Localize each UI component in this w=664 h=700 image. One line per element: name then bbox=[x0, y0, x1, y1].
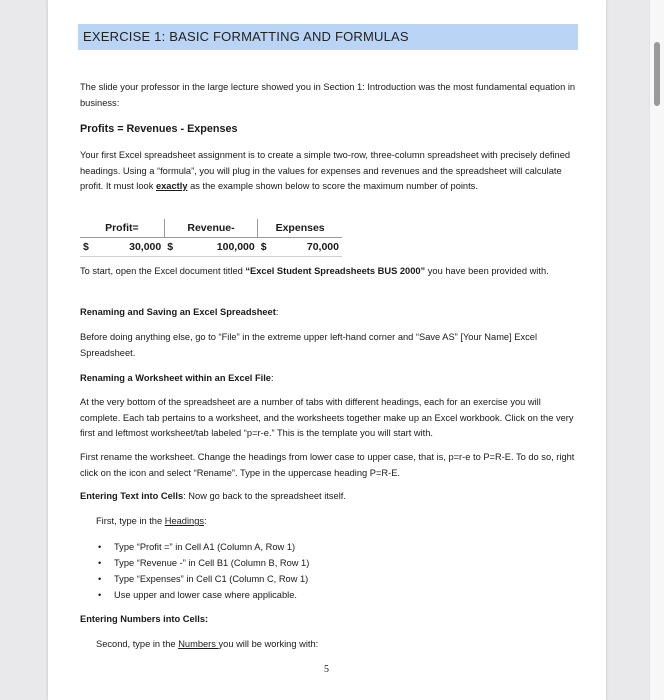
open-doc-text: To start, open the Excel document titled bbox=[80, 266, 246, 276]
first-text: First, type in the bbox=[96, 516, 165, 526]
rename-instructions-paragraph: First rename the worksheet. Change the headings from lower case to upper case, that is, p=r-e to P=R-E. To do so, right click on the icon and select “Rename”. Type in the uppercase heading P=R-E. bbox=[80, 452, 575, 478]
list-item: • Type “Revenue -” in Cell B1 (Column B, Row 1) bbox=[94, 555, 309, 571]
example-table bbox=[80, 219, 342, 257]
page-number: 5 bbox=[324, 664, 329, 675]
entering-text-heading bbox=[80, 489, 578, 505]
colon: : bbox=[275, 307, 279, 317]
intro-paragraph: The slide your professor in the large lecture showed you in Section 1: Introduction was the most fundamental equation in business: bbox=[80, 82, 576, 108]
first-headings-line bbox=[96, 514, 576, 530]
open-document-paragraph bbox=[80, 264, 578, 280]
currency-expenses: $ bbox=[258, 238, 282, 257]
renaming-saving-paragraph: Before doing anything else, go to “File” in the extreme upper left-hand corner and “Save AS” [Your Name] Excel Spreadsheet. bbox=[80, 332, 538, 358]
colon: : bbox=[270, 373, 274, 383]
header-expenses: Expenses bbox=[258, 219, 342, 238]
assignment-text-end: as the example shown below to score the maximum number of points. bbox=[187, 181, 478, 191]
value-revenue: 100,000 bbox=[188, 238, 257, 257]
numbers-link: Numbers bbox=[178, 639, 219, 649]
vertical-scrollbar[interactable] bbox=[649, 0, 664, 700]
first-colon: : bbox=[204, 516, 207, 526]
assignment-text: Your first Excel spreadsheet assignment is to create a simple two-row, three-column spreadsheet with precisely defined headings. Using a “formula”, you will plug in the values for expenses and revenues and the spreadsheet will calculate profit. It must look bbox=[80, 150, 571, 191]
renaming-worksheet-title: Renaming a Worksheet within an Excel File bbox=[80, 373, 271, 383]
headings-link: Headings bbox=[164, 516, 205, 526]
entering-numbers-heading: Entering Numbers into Cells: bbox=[80, 614, 209, 624]
headings-bullet-list bbox=[94, 539, 309, 603]
second-text-end: you will be working with: bbox=[218, 639, 319, 649]
currency-profit: $ bbox=[80, 238, 104, 257]
list-item: • Type “Profit =” in Cell A1 (Column A, Row 1) bbox=[94, 539, 309, 555]
renaming-worksheet-paragraph: At the very bottom of the spreadsheet are a number of tabs with different headings, each for an exercise you will complete. Each tab pertains to a worksheet, and the worksheets together make up an Excel workbook. Click on the very first and leftmost worksheet/tab labeled “p=r-e.” This is the template you will start with. bbox=[80, 397, 574, 438]
second-numbers-line bbox=[96, 637, 576, 653]
document-title: “Excel Student Spreadsheets BUS 2000” bbox=[245, 266, 426, 276]
renaming-worksheet-heading bbox=[80, 371, 578, 387]
currency-revenue: $ bbox=[164, 238, 188, 257]
profit-formula: Profits = Revenues - Expenses bbox=[80, 123, 238, 135]
header-profit: Profit= bbox=[80, 219, 164, 238]
open-doc-text-end: you have been provided with. bbox=[425, 266, 549, 276]
list-item: • Use upper and lower case where applicable. bbox=[94, 587, 309, 603]
second-text: Second, type in the bbox=[96, 639, 179, 649]
value-expenses: 70,000 bbox=[282, 238, 342, 257]
header-revenue: Revenue- bbox=[164, 219, 257, 238]
value-profit: 30,000 bbox=[104, 238, 164, 257]
emphasis-exactly: exactly bbox=[155, 181, 188, 191]
renaming-saving-title: Renaming and Saving an Excel Spreadsheet bbox=[80, 307, 276, 317]
entering-text-title: Entering Text into Cells bbox=[80, 491, 184, 501]
list-item: • Type “Expenses” in Cell C1 (Column C, Row 1) bbox=[94, 571, 309, 587]
renaming-saving-heading bbox=[80, 305, 578, 321]
entering-text-rest: : Now go back to the spreadsheet itself. bbox=[183, 491, 346, 501]
assignment-paragraph bbox=[80, 148, 578, 195]
exercise-heading: EXERCISE 1: BASIC FORMATTING AND FORMULAS bbox=[78, 24, 578, 50]
scrollbar-thumb[interactable] bbox=[654, 42, 660, 106]
